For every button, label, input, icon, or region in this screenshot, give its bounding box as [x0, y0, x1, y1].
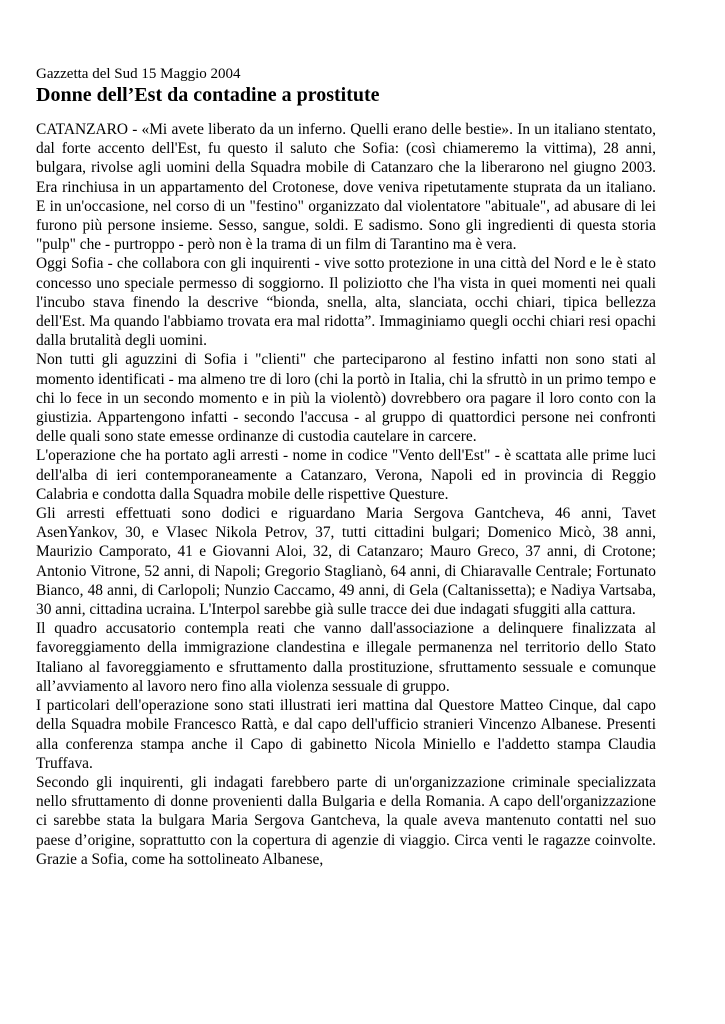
article-paragraph: I particolari dell'operazione sono stati illustrati ieri mattina dal Questore Matteo Cinque, dal capo della Squadra mobile Francesco Rattà, e dal capo dell'ufficio stranieri Vincenzo Albanese. Presenti alla conferenza stampa anche il Capo di gabinetto Nicola Miniello e l'addetto stampa Claudia Truffava.	[36, 697, 656, 772]
article-source: Gazzetta del Sud 15 Maggio 2004	[36, 66, 241, 82]
article-paragraph: Non tutti gli aguzzini di Sofia i "clienti" che parteciparono al festino infatti non sono stati al momento identificati - ma almeno tre di loro (chi la portò in Italia, chi la sfruttò in un primo tempo e chi lo fece in un secondo momento e in più la violentò) dovrebbero ora pagare il loro conto con la giustizia. Appartengono infatti - secondo l'accusa - al gruppo di quattordici persone nei confronti delle quali sono state emesse ordinanze di custodia cautelare in carcere.	[36, 351, 656, 446]
article-paragraph: L'operazione che ha portato agli arresti - nome in codice "Vento dell'Est" - è scattata alle prime luci dell'alba di ieri contemporaneamente a Catanzaro, Verona, Napoli ed in provincia di Reggio Calabria e condotta dalla Squadra mobile delle rispettive Questure.	[36, 447, 656, 503]
article-page	[36, 66, 656, 869]
article-title: Donne dell’Est da contadine a prostitute	[36, 84, 380, 106]
article-paragraph: Gli arresti effettuati sono dodici e riguardano Maria Sergova Gantcheva, 46 anni, Tavet AsenYankov, 30, e Vlasec Nikola Petrov, 37, tutti cittadini bulgari; Domenico Micò, 38 anni, Maurizio Camporato, 41 e Giovanni Aloi, 32, di Catanzaro; Mauro Greco, 37 anni, di Crotone; Antonio Vitrone, 52 anni, di Napoli; Gregorio Staglianò, 64 anni, di Chiaravalle Centrale; Fortunato Bianco, 48 anni, di Carlopoli; Nunzio Caccamo, 49 anni, di Gela (Caltanissetta); e Nadiya Vartsaba, 30 anni, cittadina ucraina. L'Interpol sarebbe già sulle tracce dei due indagati sfuggiti alla cattura.	[36, 505, 656, 619]
article-paragraph: Oggi Sofia - che collabora con gli inquirenti - vive sotto protezione in una città del Nord e le è stato concesso uno speciale permesso di soggiorno. Il poliziotto che l'ha vista in quei momenti nei quali l'incubo stava finendo la descrive “bionda, snella, alta, slanciata, occhi chiari, tipica bellezza dell'Est. Ma quando l'abbiamo trovata era mal ridotta”. Immaginiamo quegli occhi chiari resi opachi dalla brutalità degli uomini.	[36, 255, 656, 350]
article-paragraph: Secondo gli inquirenti, gli indagati farebbero parte di un'organizzazione criminale specializzata nello sfruttamento di donne provenienti dalla Bulgaria e della Romania. A capo dell'organizzazione ci sarebbe stata la bulgara Maria Sergova Gantcheva, la quale aveva mantenuto contatti nel suo paese d’origine, soprattutto con la copertura di agenzie di viaggio. Circa venti le ragazze coinvolte. Grazie a Sofia, come ha sottolineato Albanese,	[36, 773, 656, 868]
article-paragraph: Il quadro accusatorio contempla reati che vanno dall'associazione a delinquere finalizzata al favoreggiamento della immigrazione clandestina e illegale permanenza nel territorio dello Stato Italiano al favoreggiamento e sfruttamento dalla prostituzione, sfruttamento sessuale e comunque all’avviamento al lavoro nero fino alla violenza sessuale di gruppo.	[36, 620, 656, 695]
article-paragraph: CATANZARO - «Mi avete liberato da un inferno. Quelli erano delle bestie». In un italiano stentato, dal forte accento dell'Est, fu questo il saluto che Sofia: (così chiameremo la vittima), 28 anni, bulgara, rivolse agli uomini della Squadra mobile di Catanzaro che la liberarono nel giugno 2003. Era rinchiusa in un appartamento del Crotonese, dove veniva ripetutamente stuprata da un italiano. E in un'occasione, nel corso di un "festino" organizzato dal violentatore "abituale", ad abusare di lei furono più persone insieme. Sesso, sangue, soldi. E sadismo. Sono gli ingredienti di questa storia "pulp" che - purtroppo - però non è la trama di un film di Tarantino ma è vera.	[36, 121, 656, 254]
article-body	[36, 120, 656, 869]
